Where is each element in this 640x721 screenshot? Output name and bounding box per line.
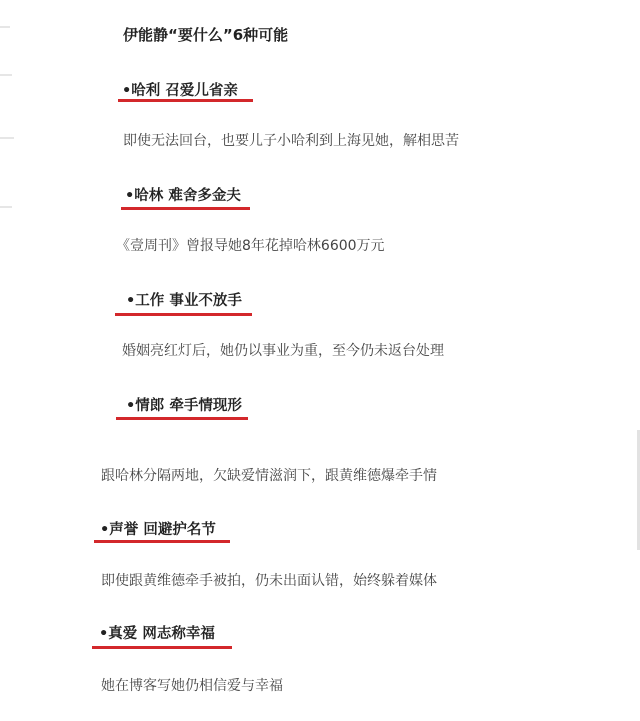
section-heading-work: •工作 事业不放手: [126, 293, 242, 309]
left-edge-mark: [0, 74, 12, 76]
left-edge-mark: [0, 26, 10, 28]
section-text-lover: 跟哈林分隔两地，欠缺爱情滋润下，跟黄维德爆牵手情: [101, 468, 437, 484]
section-heading-true-love: •真爱 网志称幸福: [99, 626, 215, 642]
heading-underline: [121, 207, 250, 210]
article-title: 伊能静“要什么”6种可能: [123, 26, 289, 44]
heading-underline: [92, 646, 232, 649]
section-text-reputation: 即使跟黄维德牵手被拍，仍未出面认错，始终躲着媒体: [101, 573, 437, 589]
section-heading-harlem: •哈林 难舍多金夫: [125, 188, 241, 204]
left-edge-mark: [0, 137, 14, 139]
section-text-harry: 即使无法回台，也要儿子小哈利到上海见她，解相思苦: [123, 133, 459, 149]
heading-underline: [116, 417, 248, 420]
heading-underline: [118, 99, 253, 102]
section-text-work: 婚姻亮红灯后，她仍以事业为重，至今仍未返台处理: [122, 343, 444, 359]
section-text-harlem: 《壹周刊》曾报导她8年花掉哈林6600万元: [116, 238, 385, 254]
left-edge-mark: [0, 206, 12, 208]
heading-underline: [94, 540, 230, 543]
section-heading-lover: •情郎 牵手情现形: [126, 398, 242, 414]
heading-underline: [115, 313, 252, 316]
section-heading-reputation: •声誉 回避护名节: [100, 522, 216, 538]
section-text-true-love: 她在博客写她仍相信爱与幸福: [101, 678, 283, 694]
section-heading-harry: •哈利 召爱儿省亲: [122, 83, 238, 99]
